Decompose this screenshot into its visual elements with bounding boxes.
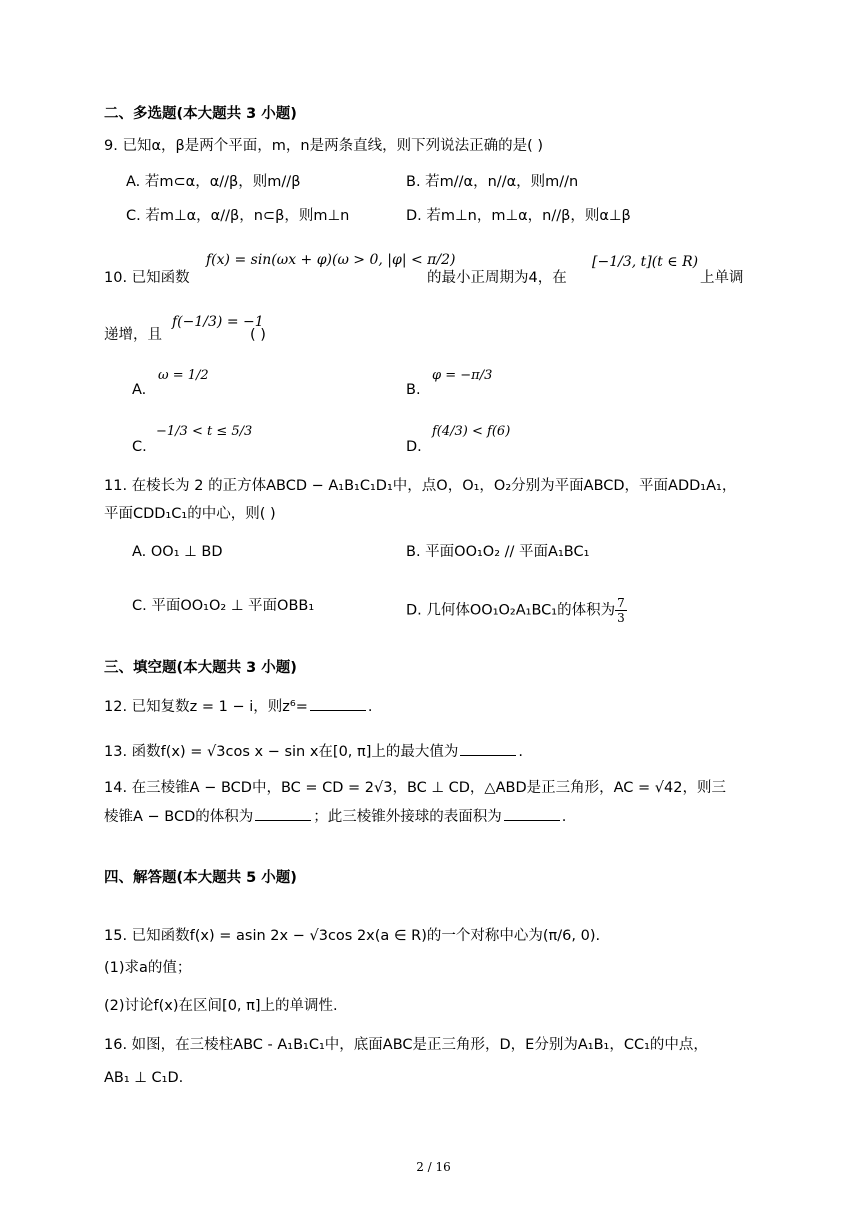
question-10-interval: [−1/3, t](t ∈ R)	[592, 254, 699, 270]
question-10-option-d-label: D.	[406, 439, 422, 455]
question-10-option-b: φ = −π/3	[432, 368, 493, 383]
question-10-stem-monotonic: 上单调	[700, 270, 744, 286]
question-11-stem-line2: 平面CDD₁C₁的中心，则( )	[104, 506, 276, 522]
question-11-stem-line1: 11. 在棱长为 2 的正方体ABCD − A₁B₁C₁D₁中，点O，O₁，O₂分别为平面ABCD，平面ADD₁A₁，	[104, 478, 737, 494]
question-11-option-d-text: D. 几何体OO₁O₂A₁BC₁的体积为 $\frac{7}{3}$	[406, 596, 625, 625]
section-heading-solutions: 四、解答题(本大题共 5 小题)	[104, 870, 297, 886]
question-10-option-b-label: B.	[406, 382, 421, 398]
question-10-answer-paren: ( )	[250, 327, 266, 343]
question-10-stem-start: 10. 已知函数	[104, 270, 190, 286]
question-10-option-c-label: C.	[132, 439, 147, 455]
question-10-condition: f(−1/3) = −1	[172, 314, 264, 330]
question-15-part-1: (1)求a的值；	[104, 960, 192, 976]
question-16-line2: AB₁ ⊥ C₁D.	[104, 1070, 184, 1086]
question-10-stem-line2: 递增，且	[104, 327, 162, 343]
question-14-line2: 棱锥A − BCD的体积为 ；此三棱锥外接球的表面积为 .	[104, 806, 566, 827]
question-12-answer-blank	[310, 696, 366, 711]
question-11-option-c: C. 平面OO₁O₂ ⊥ 平面OBB₁	[132, 598, 315, 614]
question-9-option-a: A. 若m⊂α，α//β，则m//β	[126, 174, 301, 190]
question-14-volume-blank	[255, 806, 311, 821]
question-16-line1: 16. 如图，在三棱柱ABC - A₁B₁C₁中，底面ABC是正三角形，D，E分别为A₁B₁，CC₁的中点，	[104, 1037, 708, 1053]
question-13: 13. 函数f(x) = √3cos x − sin x在[0, π]上的最大值为 .	[104, 741, 523, 762]
section-heading-multiple-choice: 二、多选题(本大题共 3 小题)	[104, 106, 297, 122]
question-11-option-d-fraction: $\frac{7}{3}$	[617, 596, 625, 625]
question-10-option-d: f(4/3) < f(6)	[432, 424, 511, 439]
question-14-surface-area-blank	[504, 806, 560, 821]
question-10-stem-period: 的最小正周期为4，在	[427, 270, 567, 286]
page-number: 2 / 16	[416, 1160, 451, 1174]
question-9-option-d: D. 若m⊥n，m⊥α，n//β，则α⊥β	[406, 208, 631, 224]
question-10-function-formula: f(x) = sin(ωx + φ)(ω > 0, |φ| < π/2)	[206, 252, 456, 268]
question-12: 12. 已知复数z = 1 − i，则z⁶= .	[104, 696, 372, 717]
question-9-option-b: B. 若m//α，n//α，则m//n	[406, 174, 579, 190]
question-15-stem: 15. 已知函数f(x) = asin 2x − √3cos 2x(a ∈ R)的一个对称中心为(π/6, 0).	[104, 928, 601, 944]
question-9-stem: 9. 已知α，β是两个平面，m，n是两条直线，则下列说法正确的是( )	[104, 138, 543, 154]
question-11-option-a: A. OO₁ ⊥ BD	[132, 544, 223, 560]
question-10-option-c: −1/3 < t ≤ 5/3	[156, 424, 253, 439]
section-heading-fill-in: 三、填空题(本大题共 3 小题)	[104, 660, 297, 676]
question-14-line1: 14. 在三棱锥A − BCD中，BC = CD = 2√3，BC ⊥ CD，△ABD是正三角形，AC = √42，则三	[104, 780, 726, 796]
question-10-option-a: ω = 1/2	[158, 368, 209, 383]
question-13-answer-blank	[460, 741, 516, 756]
question-15-part-2: (2)讨论f(x)在区间[0, π]上的单调性.	[104, 998, 338, 1014]
question-11-option-b: B. 平面OO₁O₂ // 平面A₁BC₁	[406, 544, 590, 560]
question-9-option-c: C. 若m⊥α，α//β，n⊂β，则m⊥n	[126, 208, 350, 224]
question-10-option-a-label: A.	[132, 382, 147, 398]
